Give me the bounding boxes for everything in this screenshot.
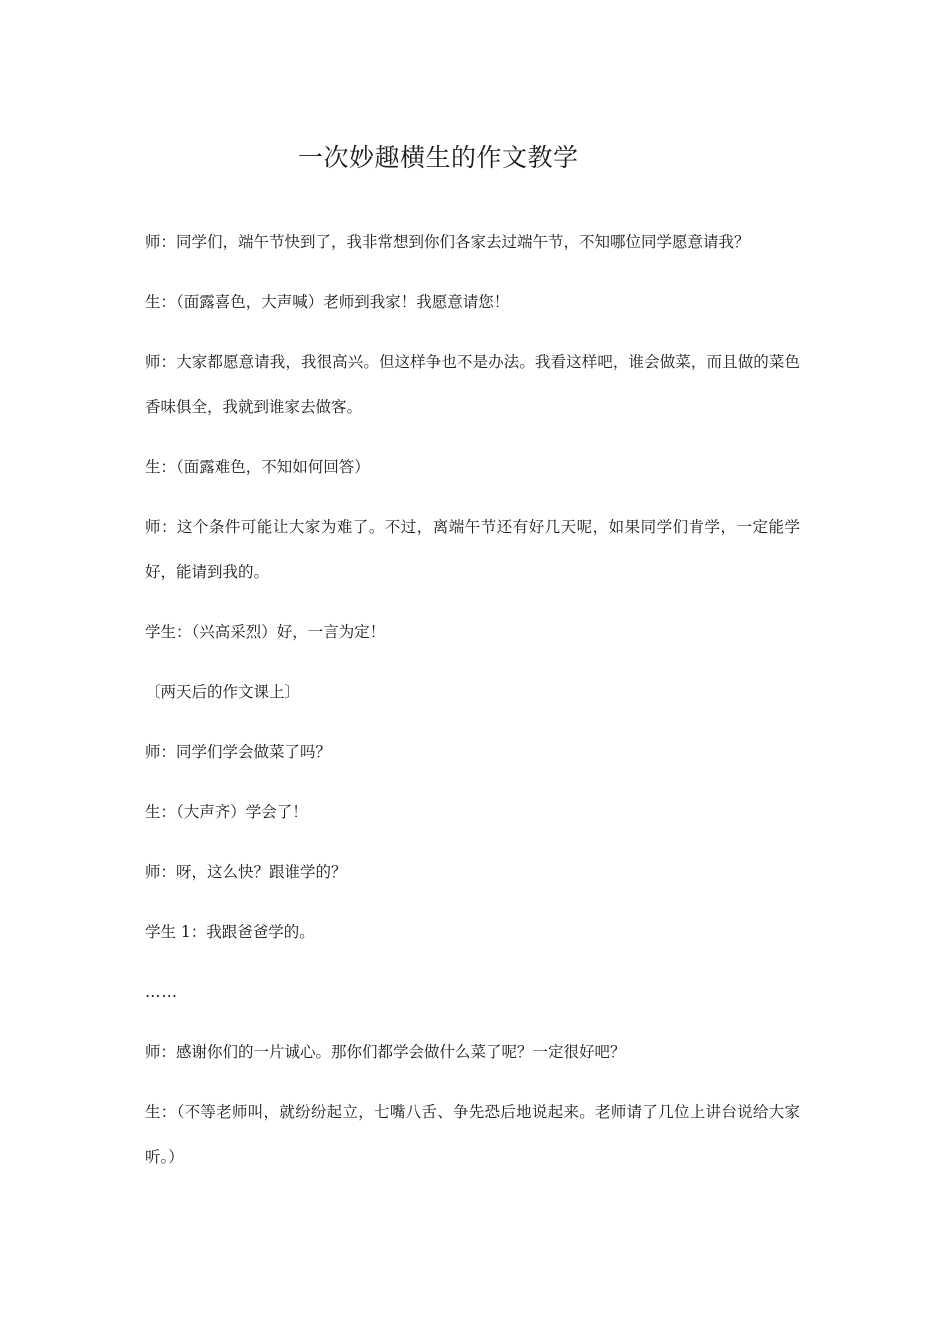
paragraph-teacher-ask: 师：同学们学会做菜了吗？ <box>145 743 332 761</box>
paragraph-teacher-surprised: 师：呀，这么快？跟谁学的？ <box>145 863 347 881</box>
document-body <box>145 220 800 1195</box>
paragraph-ellipsis: …… <box>145 983 178 1001</box>
paragraph-teacher-encourage: 师：这个条件可能让大家为难了。不过，离端午节还有好几天呢，如果同学们肯学，一定能学好，能请到我的。 <box>145 518 800 581</box>
paragraph-teacher-condition: 师：大家都愿意请我，我很高兴。但这样争也不是办法。我看这样吧，谁会做菜，而且做的菜色香味俱全，我就到谁家去做客。 <box>145 353 800 416</box>
paragraph-students-learned: 生：（大声齐）学会了！ <box>145 803 308 821</box>
paragraph-students-speak: 生：（不等老师叫，就纷纷起立，七嘴八舌、争先恐后地说起来。老师请了几位上讲台说给大家听。） <box>145 1103 800 1166</box>
paragraph-student-one: 学生 1：我跟爸爸学的。 <box>145 923 315 941</box>
paragraph-teacher-invitation: 师：同学们，端午节快到了，我非常想到你们各家去过端午节，不知哪位同学愿意请我？ <box>145 233 750 251</box>
paragraph-teacher-thanks: 师：感谢你们的一片诚心。那你们都学会做什么菜了呢？一定很好吧？ <box>145 1043 626 1061</box>
paragraph-students-respond: 生：（面露喜色，大声喊）老师到我家！我愿意请您！ <box>145 293 510 311</box>
paragraph-students-hesitate: 生：（面露难色，不知如何回答） <box>145 458 370 476</box>
paragraph-scene-note: 〔两天后的作文课上〕 <box>145 683 301 701</box>
document-title: 一次妙趣横生的作文教学 <box>298 143 579 172</box>
paragraph-students-agree: 学生：（兴高采烈）好，一言为定！ <box>145 623 386 641</box>
